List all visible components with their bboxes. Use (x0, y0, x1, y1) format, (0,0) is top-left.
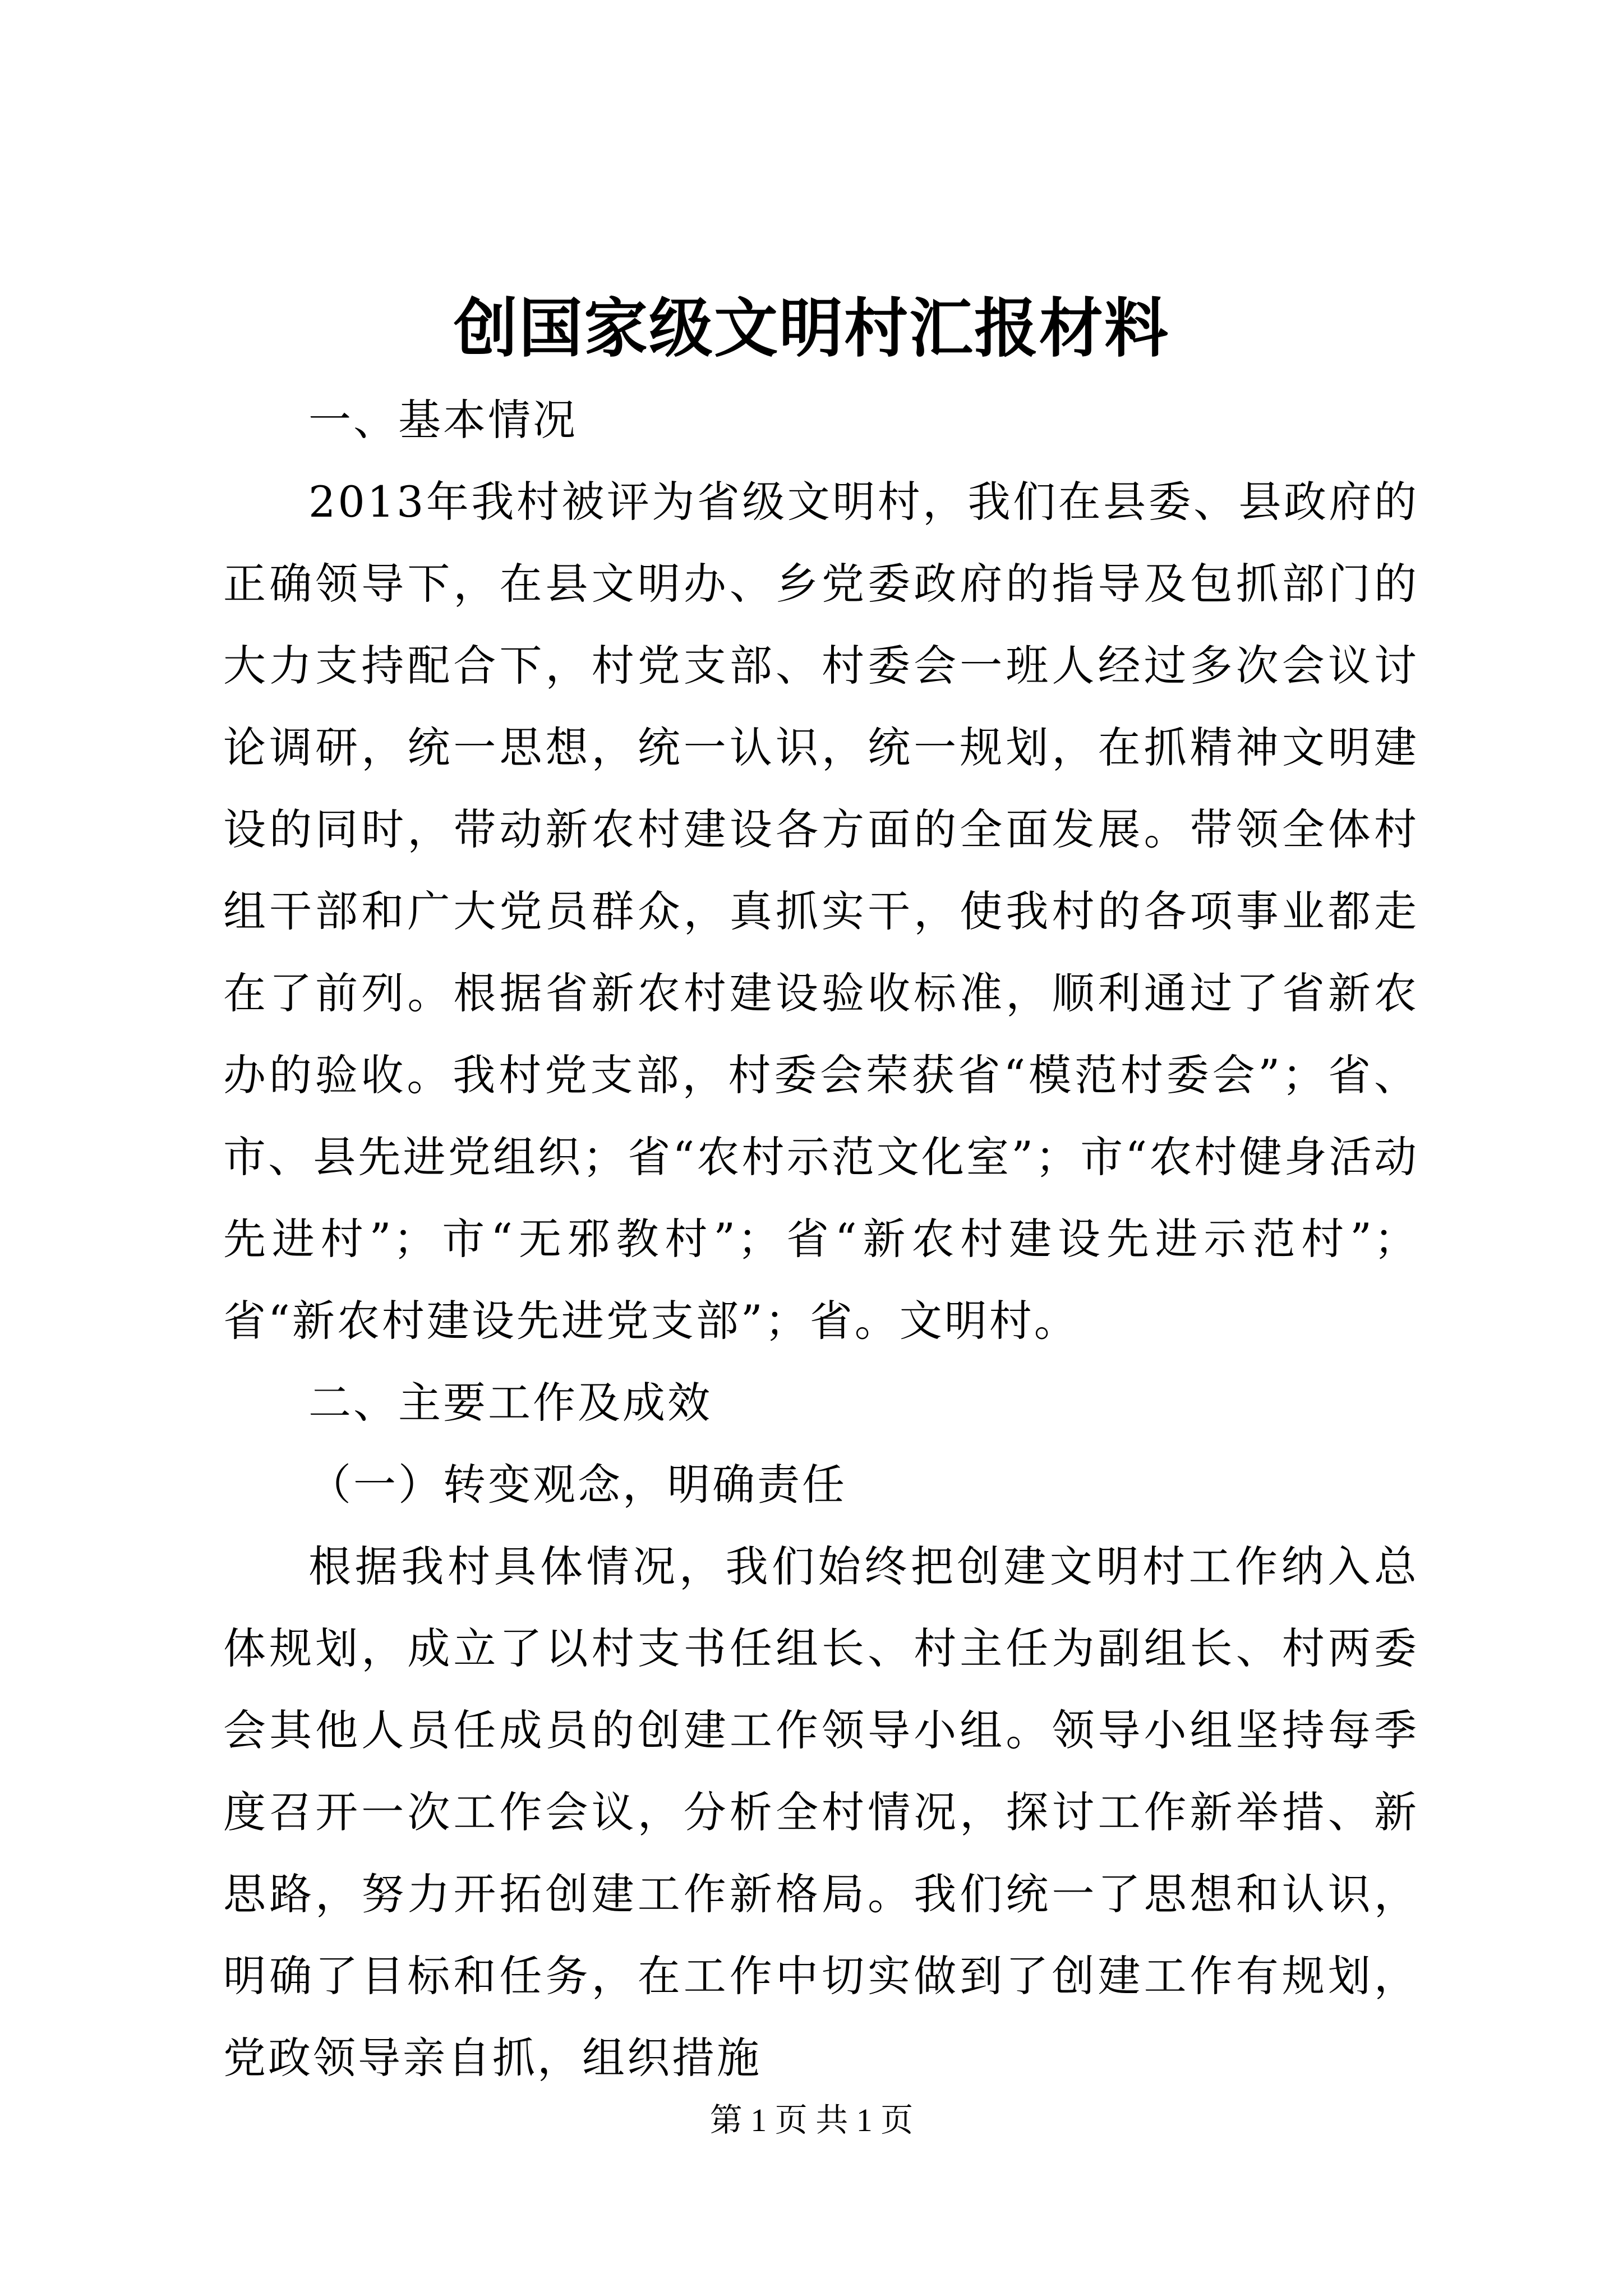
document-body (223, 379, 1419, 2099)
page-footer: 第 1 页 共 1 页 (709, 2102, 914, 2138)
section-heading-basic-situation: 一、基本情况 (308, 395, 578, 445)
section-heading-main-work: 二、主要工作及成效 (308, 1378, 712, 1428)
subsection-heading-change-concepts: （一）转变观念，明确责任 (308, 1460, 847, 1510)
paragraph-change-concepts: 根据我村具体情况，我们始终把创建文明村工作纳入总体规划，成立了以村支书任组长、村主任为副组长、村两委会其他人员任成员的创建工作领导小组。领导小组坚持每季度召开一次工作会议，分析全村情况，探讨工作新举措、新思路，努力开拓创建工作新格局。我们统一了思想和认识，明确了目标和任务，在工作中切实做到了创建工作有规划，党政领导亲自抓，组织措施 (223, 1542, 1419, 2083)
paragraph-basic-situation: 2013年我村被评为省级文明村，我们在县委、县政府的正确领导下，在县文明办、乡党委政府的指导及包抓部门的大力支持配合下，村党支部、村委会一班人经过多次会议讨论调研，统一思想，统一认识，统一规划，在抓精神文明建设的同时，带动新农村建设各方面的全面发展。带领全体村组干部和广大党员群众，真抓实干，使我村的各项事业都走在了前列。根据省新农村建设验收标准，顺利通过了省新农办的验收。我村党支部，村委会荣获省“模范村委会”；省、市、县先进党组织；省“农村示范文化室”；市“农村健身活动先进村”；市“无邪教村”；省“新农村建设先进示范村”；省“新农村建设先进党支部”；省。文明村。 (223, 477, 1419, 1346)
document-title: 创国家级文明村汇报材料 (453, 291, 1169, 366)
